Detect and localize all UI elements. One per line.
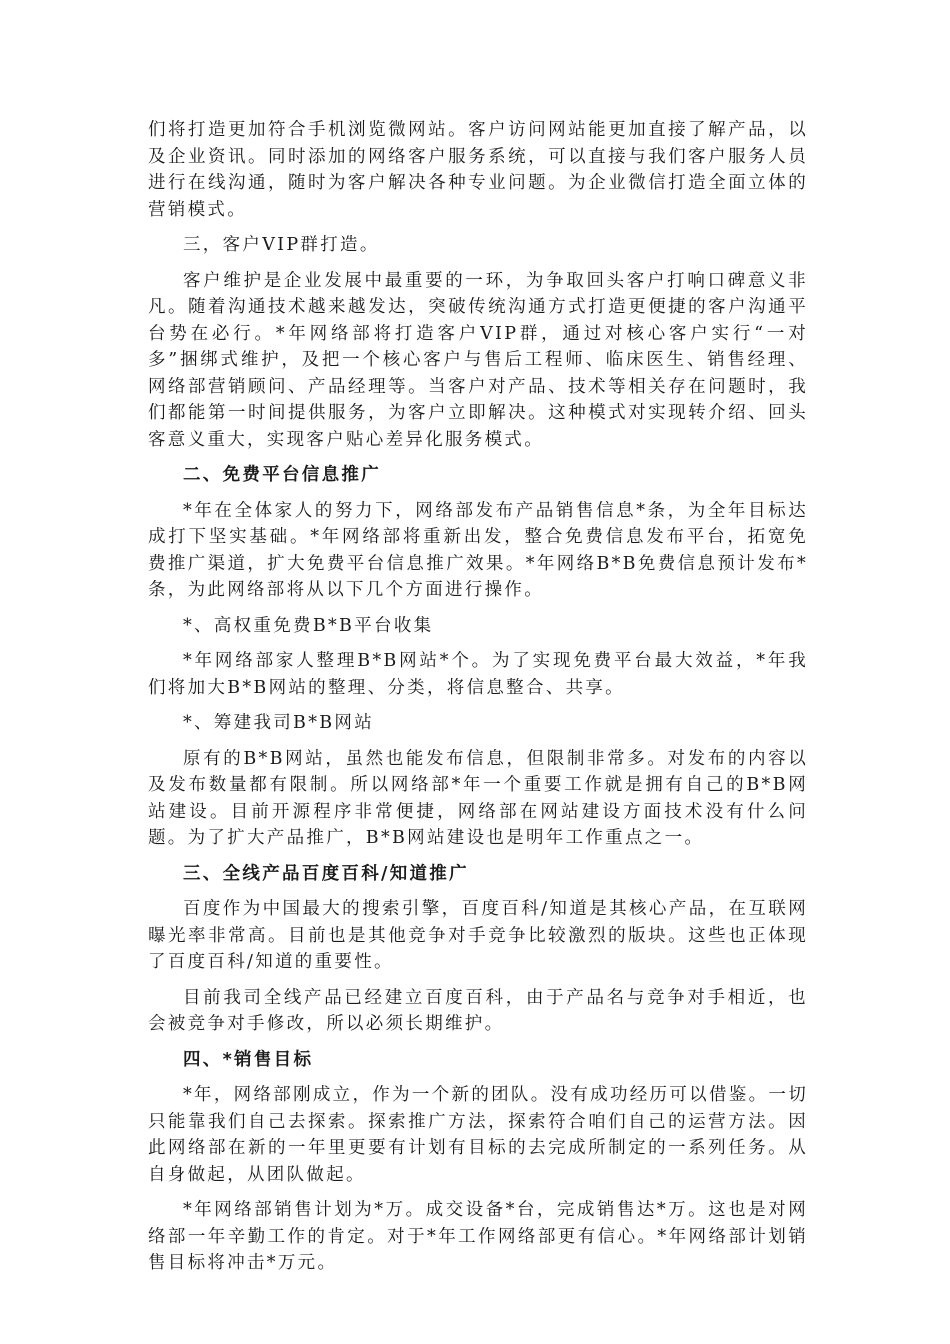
subheading: *、筹建我司B*B网站: [183, 713, 375, 733]
paragraph: *年网络部家人整理B*B网站*个。为了实现免费平台最大效益，*年我们将加大B*B网站的整理、分类，将信息整合、共享。: [148, 651, 808, 698]
paragraph: 们将打造更加符合手机浏览微网站。客户访问网站能更加直接了解产品，以及企业资讯。同时添加的网络客户服务系统，可以直接与我们客户服务人员进行在线沟通，随时为客户解决各种专业问题。为企业微信打造全面立体的营销模式。: [148, 120, 808, 220]
section-heading: 四、*销售目标: [183, 1049, 314, 1070]
paragraph: *年在全体家人的努力下，网络部发布产品销售信息*条，为全年目标达成打下坚实基础。*年网络部将重新出发，整合免费信息发布平台，拓宽免费推广渠道，扩大免费平台信息推广效果。*年网络B*B免费信息预计发布*条，为此网络部将从以下几个方面进行操作。: [148, 500, 808, 600]
paragraph: 百度作为中国最大的搜索引擎，百度百科/知道是其核心产品，在互联网曝光率非常高。目前也是其他竞争对手竞争比较激烈的版块。这些也正体现了百度百科/知道的重要性。: [148, 899, 808, 972]
paragraph: *年网络部销售计划为*万。成交设备*台，完成销售达*万。这也是对网络部一年辛勤工作的肯定。对于*年工作网络部更有信心。*年网络部计划销售目标将冲击*万元。: [148, 1200, 808, 1273]
document-body: [148, 117, 808, 1286]
paragraph: 目前我司全线产品已经建立百度百科，由于产品名与竞争对手相近，也会被竞争对手修改，所以必须长期维护。: [148, 987, 808, 1034]
subheading: *、高权重免费B*B平台收集: [183, 615, 434, 636]
section-heading: 三、全线产品百度百科/知道推广: [183, 863, 469, 884]
paragraph: 原有的B*B网站，虽然也能发布信息，但限制非常多。对发布的内容以及发布数量都有限制。所以网络部*年一个重要工作就是拥有自己的B*B网站建设。目前开源程序非常便捷，网络部在网站建设方面技术没有什么问题。为了扩大产品推广，B*B网站建设也是明年工作重点之一。: [148, 748, 808, 848]
paragraph: *年，网络部刚成立，作为一个新的团队。没有成功经历可以借鉴。一切只能靠我们自己去探索。探索推广方法，探索符合咱们自己的运营方法。因此网络部在新的一年里更要有计划有目标的去完成所制定的一系列任务。从自身做起，从团队做起。: [148, 1085, 808, 1185]
subheading: 三，客户VIP群打造。: [183, 235, 380, 255]
section-heading: 二、免费平台信息推广: [183, 465, 381, 485]
paragraph: 客户维护是企业发展中最重要的一环，为争取回头客户打响口碑意义非凡。随着沟通技术越来越发达，突破传统沟通方式打造更便捷的客户沟通平台势在必行。*年网络部将打造客户VIP群，通过对核心客户实行“一对多”捆绑式维护，及把一个核心客户与售后工程师、临床医生、销售经理、网络部营销顾问、产品经理等。当客户对产品、技术等相关存在问题时，我们都能第一时间提供服务，为客户立即解决。这种模式对实现转介绍、回头客意义重大，实现客户贴心差异化服务模式。: [148, 270, 808, 450]
